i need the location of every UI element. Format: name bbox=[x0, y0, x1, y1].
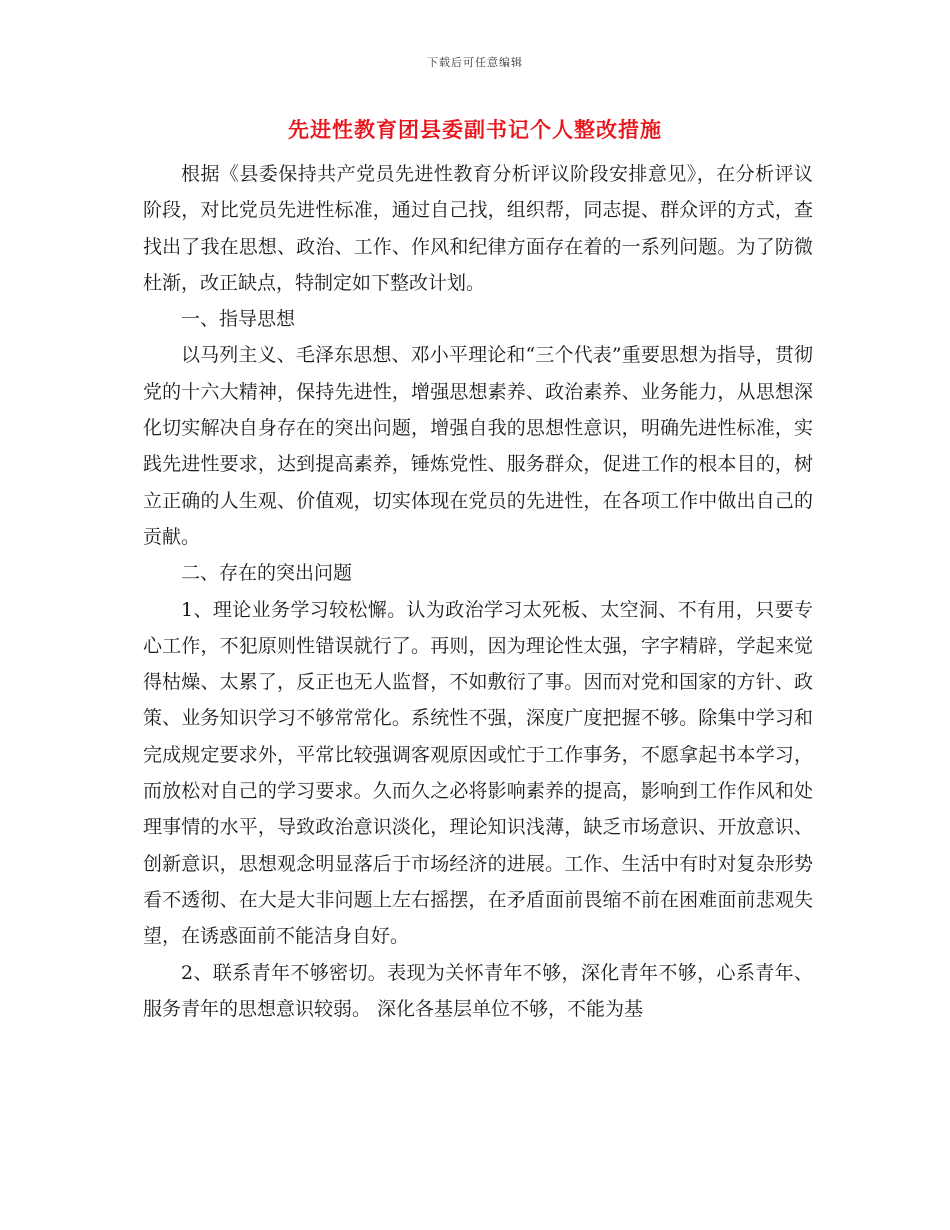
paragraph-intro: 根据《县委保持共产党员先进性教育分析评议阶段安排意见》，在分析评议阶段，对比党员先进性标准，通过自己找，组织帮，同志提、群众评的方式，查找出了我在思想、政治、工作、作风和纪律方面存在着的一系列问题。为了防微杜渐，改正缺点，特制定如下整改计划。 bbox=[143, 163, 813, 294]
paragraph-guiding-thought: 以马列主义、毛泽东思想、邓小平理论和“三个代表”重要思想为指导，贯彻党的十六大精神，保持先进性，增强思想素养、政治素养、业务能力，从思想深化切实解决自身存在的突出问题，增强自我的思想性意识，明确先进性标准，实践先进性要求，达到提高素养，锤炼党性、服务群众，促进工作的根本目的，树立正确的人生观、价值观，切实体现在党员的先进性，在各项工作中做出自己的贡献。 bbox=[143, 344, 813, 548]
document-body bbox=[143, 156, 813, 1027]
page-header-note: 下载后可任意编辑 bbox=[427, 56, 523, 69]
section-heading-problems: 二、存在的突出问题 bbox=[181, 562, 353, 585]
paragraph-problem-1: 1、理论业务学习较松懈。认为政治学习太死板、太空洞、不有用，只要专心工作，不犯原则性错误就行了。再则，因为理论性太强，字字精辟，学起来觉得枯燥、太累了，反正也无人监督，不如敷衍了事。因而对党和国家的方针、政策、业务知识学习不够常常化。系统性不强，深度广度把握不够。除集中学习和完成规定要求外，平常比较强调客观原因或忙于工作事务，不愿拿起书本学习，而放松对自己的学习要求。久而久之必将影响素养的提高，影响到工作作风和处理事情的水平，导致政治意识淡化，理论知识浅薄，缺乏市场意识、开放意识、创新意识，思想观念明显落后于市场经济的进展。工作、生活中有时对复杂形势看不透彻、在大是大非问题上左右摇摆，在矛盾面前畏缩不前在困难面前悲观失望，在诱惑面前不能洁身自好。 bbox=[143, 598, 813, 948]
paragraph-problem-2: 2、联系青年不够密切。表现为关怀青年不够，深化青年不够，心系青年、服务青年的思想意识较弱。 深化各基层单位不够，不能为基 bbox=[143, 961, 813, 1020]
document-title: 先进性教育团县委副书记个人整改措施 bbox=[288, 117, 662, 142]
section-heading-guiding-thought: 一、指导思想 bbox=[181, 308, 296, 331]
